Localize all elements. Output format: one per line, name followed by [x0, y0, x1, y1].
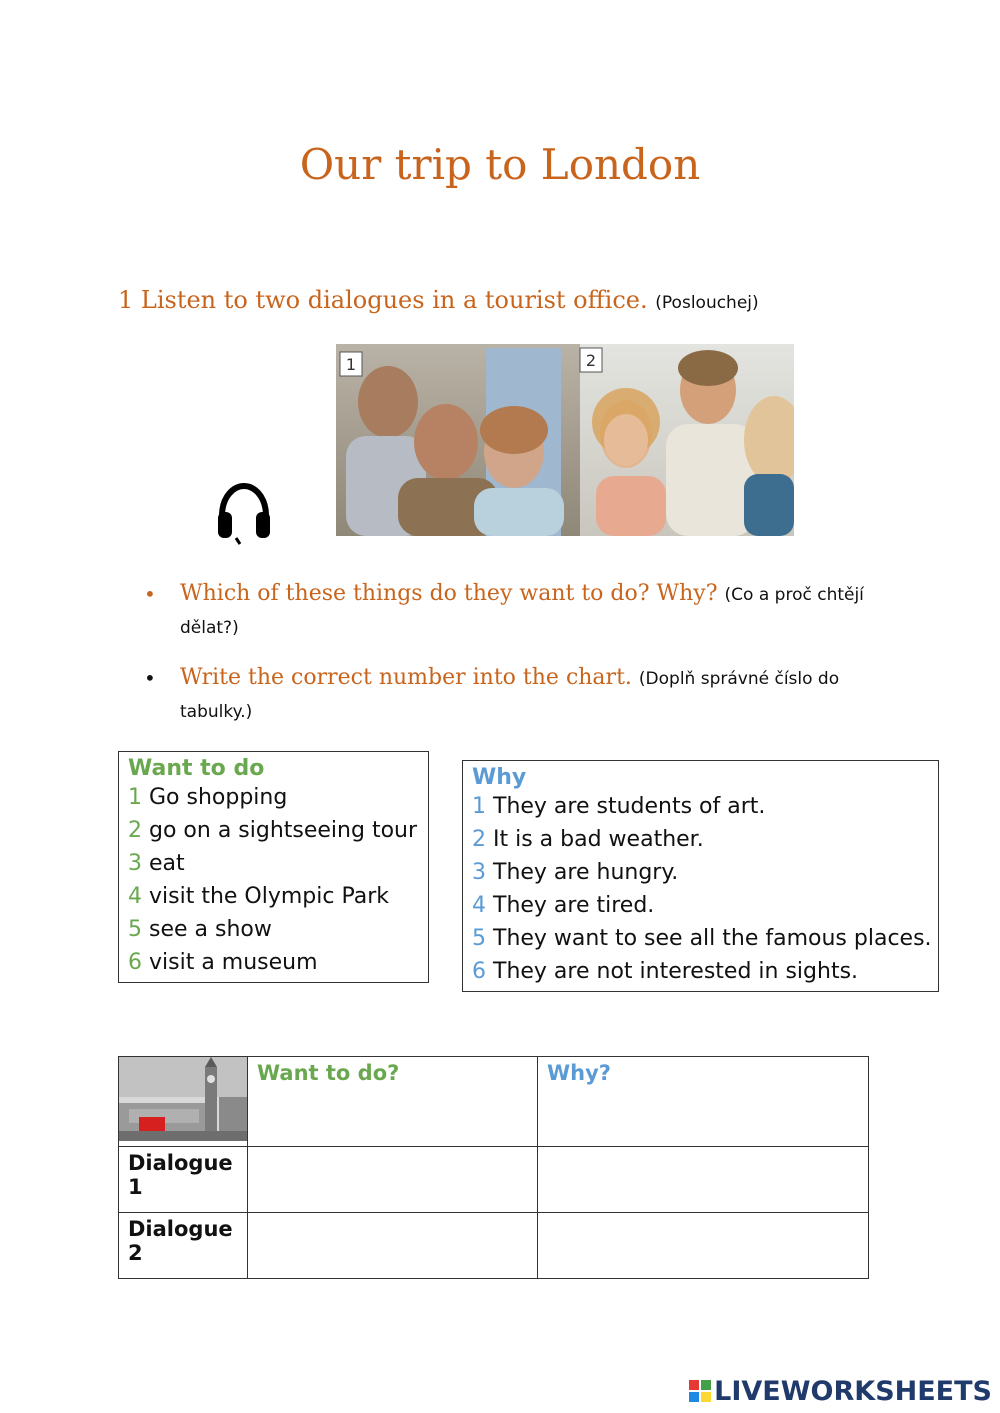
table-row	[119, 1057, 869, 1147]
bullet-1-text: Which of these things do they want to do? Why?	[180, 581, 718, 606]
table-row	[119, 1147, 869, 1213]
answer-table	[118, 1056, 869, 1279]
bullet-2-translation: (Doplň správné číslo do tabulky.)	[180, 669, 840, 722]
list-item: 3 They are hungry.	[472, 860, 679, 885]
logo-text: LIVEWORKSHEETS	[714, 1376, 992, 1407]
task-1-instruction	[118, 286, 759, 314]
liveworksheets-logo	[689, 1376, 992, 1407]
bullet-dot: •	[144, 582, 156, 606]
why-box	[462, 760, 939, 992]
page-title: Our trip to London	[299, 140, 701, 189]
list-item: 1 They are students of art.	[472, 794, 766, 819]
row-header-dialogue-2: Dialogue 2	[119, 1213, 248, 1279]
big-ben-image	[119, 1057, 247, 1141]
answer-cell-dialogue-1-why[interactable]	[538, 1147, 869, 1213]
list-item: 5 see a show	[128, 917, 272, 942]
column-header-want: Want to do?	[248, 1057, 538, 1147]
list-item: 6 visit a museum	[128, 950, 318, 975]
answer-cell-dialogue-2-want[interactable]	[248, 1213, 538, 1279]
list-item: 1 Go shopping	[128, 785, 288, 810]
table-row	[119, 1213, 869, 1279]
headphones-icon[interactable]	[214, 482, 274, 546]
column-header-why: Why?	[538, 1057, 869, 1147]
bullet-1-translation: (Co a proč chtějí dělat?)	[180, 585, 864, 638]
list-item: 5 They want to see all the famous places.	[472, 926, 932, 951]
task-1-translation: (Poslouchej)	[655, 293, 759, 313]
london-image-cell	[119, 1057, 248, 1147]
list-item: 3 eat	[128, 851, 185, 876]
want-to-do-heading: Want to do	[128, 756, 265, 781]
list-item: 4 visit the Olympic Park	[128, 884, 390, 909]
bullet-instruction-1	[144, 578, 868, 644]
bullet-dot: •	[144, 666, 156, 690]
list-item: 6 They are not interested in sights.	[472, 959, 859, 984]
list-item: 2 go on a sightseeing tour	[128, 818, 418, 843]
task-1-text: 1 Listen to two dialogues in a tourist office.	[118, 286, 648, 314]
answer-cell-dialogue-1-want[interactable]	[248, 1147, 538, 1213]
photo-label-1: 1	[345, 355, 357, 374]
want-to-do-box	[118, 751, 429, 983]
bullet-2-text: Write the correct number into the chart.	[180, 665, 632, 690]
why-heading: Why	[472, 765, 527, 790]
photo-label-2: 2	[585, 351, 597, 370]
list-item: 4 They are tired.	[472, 893, 655, 918]
answer-cell-dialogue-2-why[interactable]	[538, 1213, 869, 1279]
dialogue-photos	[336, 344, 794, 536]
row-header-dialogue-1: Dialogue 1	[119, 1147, 248, 1213]
bullet-instruction-2	[144, 662, 868, 728]
logo-mark-icon	[689, 1378, 711, 1400]
list-item: 2 It is a bad weather.	[472, 827, 704, 852]
